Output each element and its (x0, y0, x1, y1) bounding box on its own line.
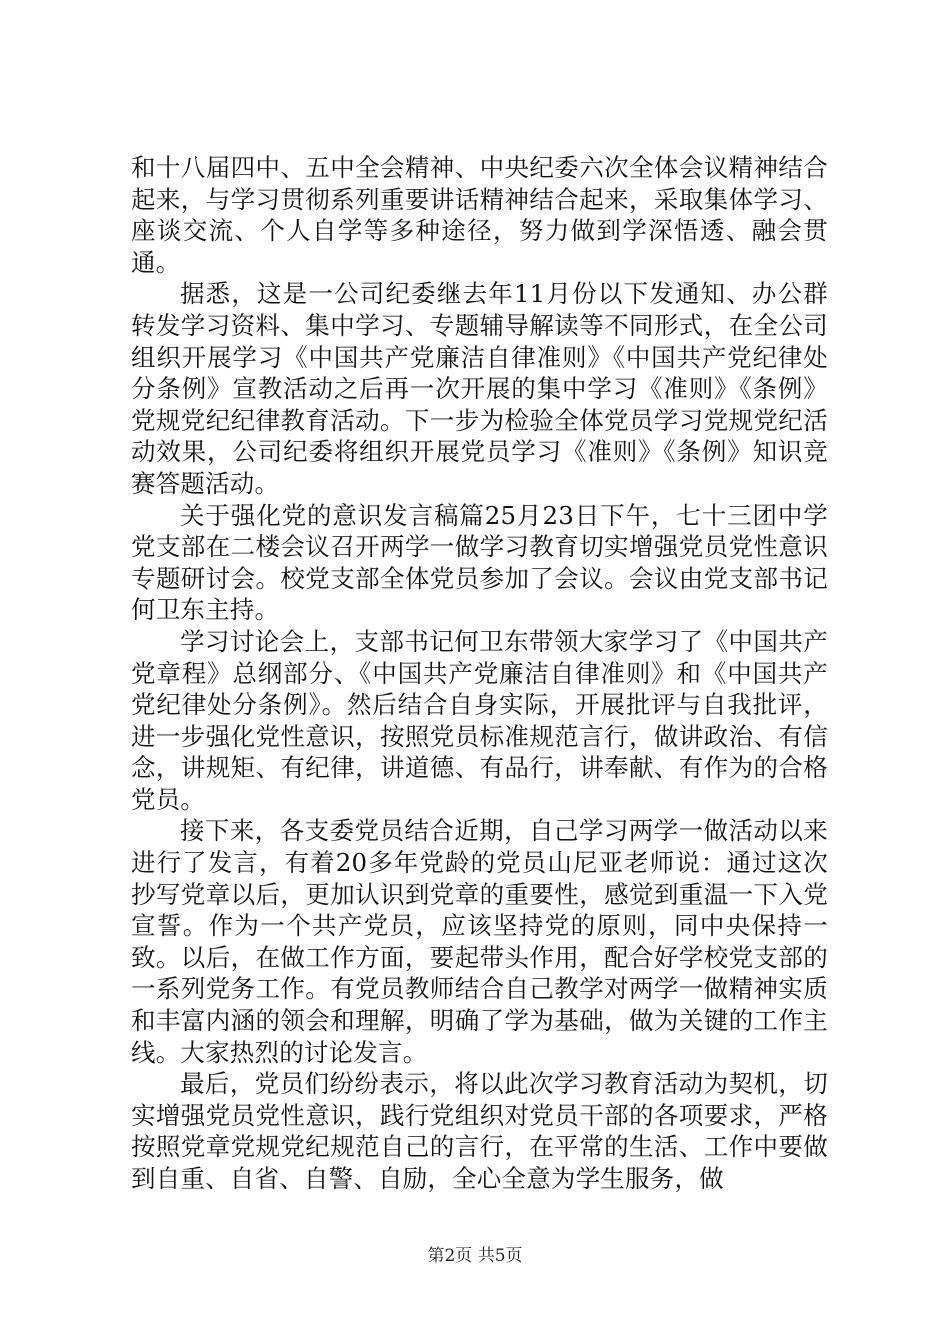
page-number-footer: 第2页 共5页 (427, 1246, 523, 1266)
paragraph: 学习讨论会上，支部书记何卫东带领大家学习了《中国共产党章程》总纲部分、《中国共产党廉洁自律准则》和《中国共产党纪律处分条例》。然后结合自身实际，开展批评与自我批评，进一步强化党性意识，按照党员标准规范言行，做讲政治、有信念，讲规矩、有纪律，讲道德、有品行，讲奉献、有作为的合格党员。 (131, 626, 828, 814)
paragraph: 关于强化党的意识发言稿篇25月23日下午，七十三团中学党支部在二楼会议召开两学一做学习教育切实增强党员党性意识专题研讨会。校党支部全体党员参加了会议。会议由党支部书记何卫东主持。 (131, 500, 828, 625)
paragraph: 最后，党员们纷纷表示，将以此次学习教育活动为契机，切实增强党员党性意识，践行党组织对党员干部的各项要求，严格按照党章党规党纪规范自己的言行，在平常的生活、工作中要做到自重、自省、自警、自励，全心全意为学生服务，做 (131, 1069, 828, 1193)
paragraph: 据悉，这是一公司纪委继去年11月份以下发通知、办公群转发学习资料、集中学习、专题辅导解读等不同形式，在全公司组织开展学习《中国共产党廉洁自律准则》《中国共产党纪律处分条例》宣教活动之后再一次开展的集中学习《准则》《条例》党规党纪纪律教育活动。下一步为检验全体党员学习党规党纪活动效果，公司纪委将组织开展党员学习《准则》《条例》知识竞赛答题活动。 (131, 279, 828, 498)
document-body (131, 152, 828, 1195)
paragraph-continuation: 和十八届四中、五中全会精神、中央纪委六次全体会议精神结合起来，与学习贯彻系列重要讲话精神结合起来，采取集体学习、座谈交流、个人自学等多种途径，努力做到学深悟透、融会贯通。 (131, 153, 828, 277)
paragraph: 接下来，各支委党员结合近期，自己学习两学一做活动以来进行了发言，有着20多年党龄的党员山尼亚老师说：通过这次抄写党章以后，更加认识到党章的重要性，感觉到重温一下入党宣誓。作为一个共产党员，应该坚持党的原则，同中央保持一致。以后，在做工作方面，要起带头作用，配合好学校党支部的一系列党务工作。有党员教师结合自己教学对两学一做精神实质和丰富内涵的领会和理解，明确了学为基础，做为关键的工作主线。大家热烈的讨论发言。 (131, 816, 828, 1067)
